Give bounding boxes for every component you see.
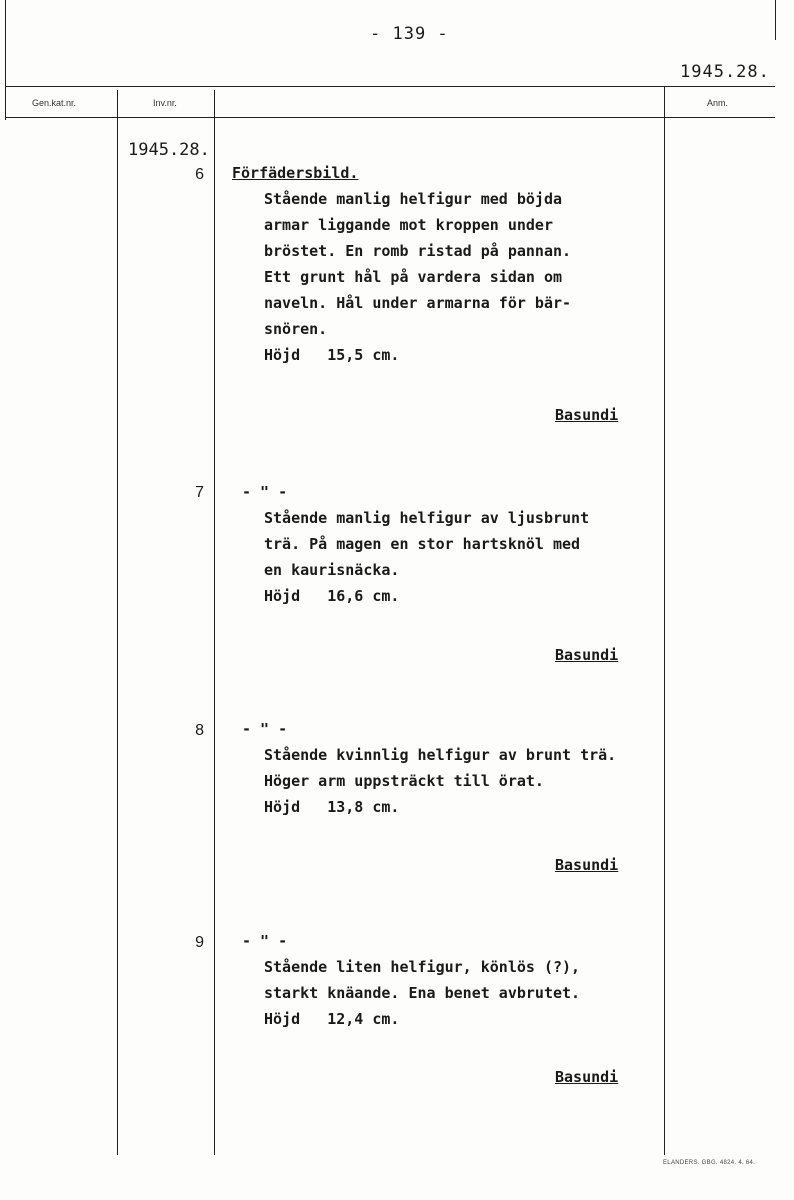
entry-title: Förfädersbild.	[232, 164, 359, 182]
entry-location: Basundi	[555, 406, 619, 424]
catalog-entry	[232, 720, 652, 820]
entry-description: Stående liten helfigur, könlös (?), starkt knäande. Ena benet avbrutet. Höjd 12,4 cm.	[264, 958, 581, 1028]
gen-inv-divider	[117, 90, 118, 1155]
right-top-border-line	[775, 0, 776, 40]
year-reference: 1945.28.	[680, 62, 770, 82]
ditto-mark: - " -	[242, 720, 288, 738]
page-number: - 139 -	[370, 24, 449, 44]
header-bottom-line	[5, 117, 775, 118]
entry-location: Basundi	[555, 856, 619, 874]
header-top-line	[5, 86, 775, 87]
printer-imprint: ELANDERS. GBG. 4824. 4. 64.	[663, 1160, 756, 1166]
entry-description: Stående manlig helfigur av ljusbrunt trä. På magen en stor hartsknöl med en kaurisnäcka. Höjd 16,6 cm.	[264, 509, 590, 605]
inventory-number: 7	[195, 484, 204, 501]
column-header-anm: Anm.	[707, 98, 729, 108]
catalog-entry	[232, 932, 652, 1032]
catalog-entry	[232, 164, 652, 368]
inventory-number: 8	[195, 722, 204, 739]
column-header-inv: Inv.nr.	[153, 98, 177, 108]
left-border-line	[5, 0, 6, 120]
entry-description: Stående manlig helfigur med böjda armar liggande mot kroppen under bröstet. En romb ristad på pannan. Ett grunt hål på vardera sidan om naveln. Hål under armarna för bär- snören. Höjd 15,5 cm.	[264, 190, 572, 364]
entry-location: Basundi	[555, 646, 619, 664]
inventory-number: 6	[195, 166, 204, 183]
inv-text-divider	[214, 90, 215, 1155]
entry-location: Basundi	[555, 1068, 619, 1086]
entry-description: Stående kvinnlig helfigur av brunt trä. Höger arm uppsträckt till örat. Höjd 13,8 cm.	[264, 746, 617, 816]
group-number: 1945.28.	[128, 140, 210, 160]
column-header-gen: Gen.kat.nr.	[32, 98, 77, 108]
ditto-mark: - " -	[242, 483, 288, 501]
catalog-entry	[232, 483, 652, 609]
inventory-number: 9	[195, 934, 204, 951]
text-anm-divider	[664, 86, 665, 1155]
ditto-mark: - " -	[242, 932, 288, 950]
